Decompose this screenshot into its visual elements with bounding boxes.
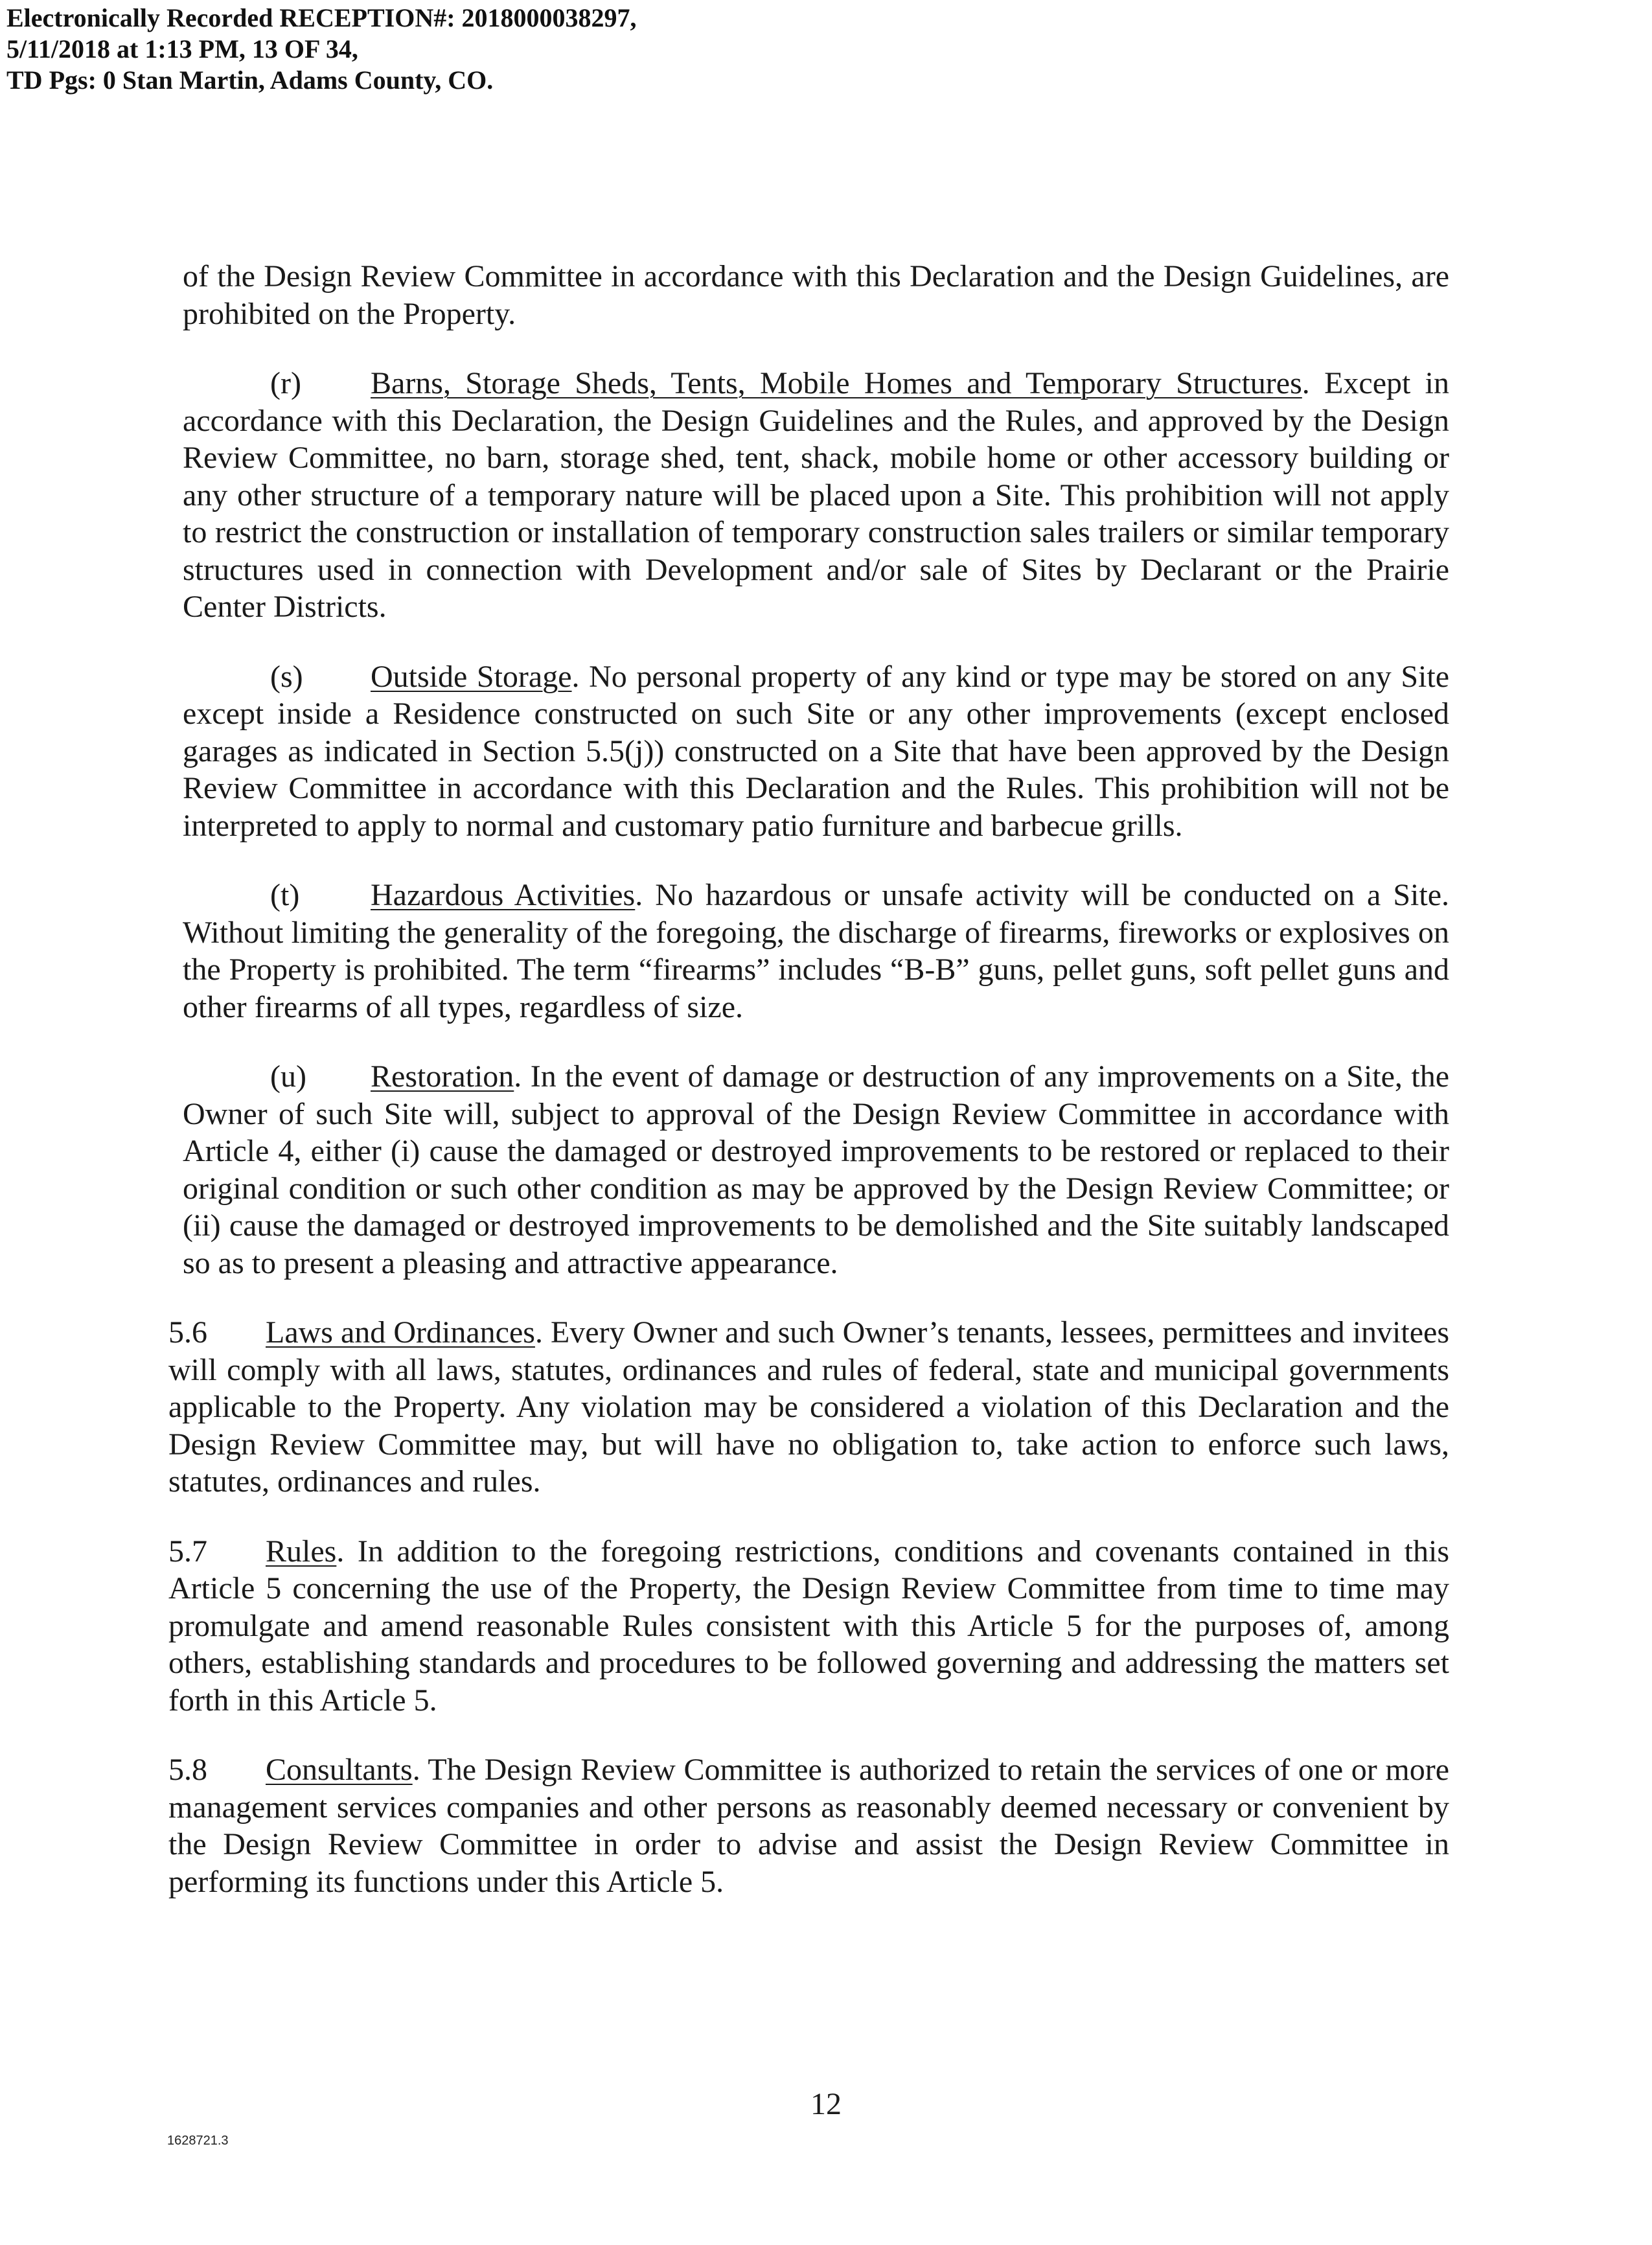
section-number: 5.6	[168, 1315, 207, 1350]
paragraph-text: No hazardous or unsafe activity will be conducted on a Site. Without limiting the generality of the foregoing, the discharge of firearms, fireworks or explosives on the Property is prohibited. The term “firearms” includes “B-B” guns, pellet guns, soft pellet guns and other firearms of all types, regardless of size.	[183, 878, 1450, 1024]
recording-stamp-line-2: 5/11/2018 at 1:13 PM, 13 OF 34,	[6, 34, 358, 63]
paragraph-heading: Restoration	[371, 1059, 514, 1094]
section-5-6: 5.6 Laws and Ordinances. Every Owner and such Owner’s tenants, lessees, permittees and invitees will comply with all laws, statutes, ordinances and rules of federal, state and municipal governments applicable to the Property. Any violation may be considered a violation of this Declaration and the Design Review Committee may, but will have no obligation to, take action to enforce such laws, statutes, ordinances and rules.	[168, 1315, 1450, 1499]
section-number: 5.7	[168, 1534, 207, 1569]
document-id: 1628721.3	[167, 2134, 229, 2148]
page-number: 12	[810, 2087, 842, 2121]
section-text: Every Owner and such Owner’s tenants, lessees, permittees and invitees will comply with all laws, statutes, ordinances and rules of federal, state and municipal governments applicable to the Property. Any violation may be considered a violation of this Declaration and the Design Review Committee may, but will have no obligation to, take action to enforce such laws, statutes, ordinances and rules.	[168, 1315, 1450, 1499]
section-5-7: 5.7 Rules. In addition to the foregoing restrictions, conditions and covenants contained in this Article 5 concerning the use of the Property, the Design Review Committee from time to time may promulgate and amend reasonable Rules consistent with this Article 5 for the purposes of, among others, establishing standards and procedures to be followed governing and addressing the matters set forth in this Article 5.	[168, 1534, 1449, 1718]
recording-stamp	[6, 3, 637, 96]
paragraph-r: (r) Barns, Storage Sheds, Tents, Mobile Homes and Temporary Structures. Except in accordance with this Declaration, the Design Guidelines and the Rules, and approved by the Design Review Committee, no barn, storage shed, tent, shack, mobile home or other accessory building or any other structure of a temporary nature will be placed upon a Site. This prohibition will not apply to restrict the construction or installation of temporary construction sales trailers or similar temporary structures used in connection with Development and/or sale of Sites by Declarant or the Prairie Center Districts.	[183, 366, 1450, 624]
paragraph-marker: (u)	[270, 1059, 306, 1094]
section-heading: Rules	[266, 1534, 337, 1569]
section-heading: Laws and Ordinances	[266, 1315, 535, 1350]
paragraph-text: Except in accordance with this Declaration, the Design Guidelines and the Rules, and approved by the Design Review Committee, no barn, storage shed, tent, shack, mobile home or other accessory building or any other structure of a temporary nature will be placed upon a Site. This prohibition will not apply to restrict the construction or installation of temporary construction sales trailers or similar temporary structures used in connection with Development and/or sale of Sites by Declarant or the Prairie Center Districts.	[183, 366, 1450, 624]
section-heading: Consultants	[266, 1753, 413, 1787]
paragraph-s: (s) Outside Storage. No personal property of any kind or type may be stored on any Site except inside a Residence constructed on such Site or any other improvements (except enclosed garages as indicated in Section 5.5(j)) constructed on a Site that have been approved by the Design Review Committee in accordance with this Declaration and the Rules. This prohibition will not be interpreted to apply to normal and customary patio furniture and barbecue grills.	[183, 659, 1450, 843]
paragraph-marker: (r)	[270, 366, 301, 400]
paragraph-t: (t) Hazardous Activities. No hazardous or unsafe activity will be conducted on a Site. Without limiting the generality of the foregoing, the discharge of firearms, fireworks or explosives on the Property is prohibited. The term “firearms” includes “B-B” guns, pellet guns, soft pellet guns and other firearms of all types, regardless of size.	[183, 878, 1450, 1024]
recording-stamp-line-1: Electronically Recorded RECEPTION#: 2018000038297,	[6, 3, 637, 32]
paragraph-heading: Outside Storage	[371, 659, 572, 694]
paragraph-text: No personal property of any kind or type may be stored on any Site except inside a Residence constructed on such Site or any other improvements (except enclosed garages as indicated in Section 5.5(j)) constructed on a Site that have been approved by the Design Review Committee in accordance with this Declaration and the Rules. This prohibition will not be interpreted to apply to normal and customary patio furniture and barbecue grills.	[183, 659, 1450, 843]
section-text: In addition to the foregoing restrictions, conditions and covenants contained in this Article 5 concerning the use of the Property, the Design Review Committee from time to time may promulgate and amend reasonable Rules consistent with this Article 5 for the purposes of, among others, establishing standards and procedures to be followed governing and addressing the matters set forth in this Article 5.	[168, 1534, 1449, 1718]
document-body	[168, 258, 1450, 1933]
paragraph-heading: Barns, Storage Sheds, Tents, Mobile Homes and Temporary Structures	[371, 366, 1302, 400]
paragraph-marker: (s)	[270, 659, 303, 694]
section-number: 5.8	[168, 1753, 207, 1787]
paragraph-text: In the event of damage or destruction of any improvements on a Site, the Owner of such Site will, subject to approval of the Design Review Committee in accordance with Article 4, either (i) cause the damaged or destroyed improvements to be restored or replaced to their original condition or such other condition as may be approved by the Design Review Committee; or (ii) cause the damaged or destroyed improvements to be demolished and the Site suitably landscaped so as to present a pleasing and attractive appearance.	[183, 1059, 1450, 1280]
recording-stamp-line-3: TD Pgs: 0 Stan Martin, Adams County, CO.	[6, 65, 494, 95]
paragraph-u: (u) Restoration. In the event of damage or destruction of any improvements on a Site, the Owner of such Site will, subject to approval of the Design Review Committee in accordance with Article 4, either (i) cause the damaged or destroyed improvements to be restored or replaced to their original condition or such other condition as may be approved by the Design Review Committee; or (ii) cause the damaged or destroyed improvements to be demolished and the Site suitably landscaped so as to present a pleasing and attractive appearance.	[183, 1059, 1450, 1280]
continuation-paragraph: of the Design Review Committee in accordance with this Declaration and the Design Guidelines, are prohibited on the Property.	[183, 259, 1449, 331]
paragraph-heading: Hazardous Activities	[371, 878, 636, 912]
paragraph-marker: (t)	[270, 878, 300, 912]
section-5-8: 5.8 Consultants. The Design Review Committee is authorized to retain the services of one or more management services companies and other persons as reasonably deemed necessary or convenient by the Design Review Committee in order to advise and assist the Design Review Committee in performing its functions under this Article 5.	[168, 1753, 1449, 1899]
section-text: The Design Review Committee is authorized to retain the services of one or more management services companies and other persons as reasonably deemed necessary or convenient by the Design Review Committee in order to advise and assist the Design Review Committee in performing its functions under this Article 5.	[168, 1753, 1449, 1899]
